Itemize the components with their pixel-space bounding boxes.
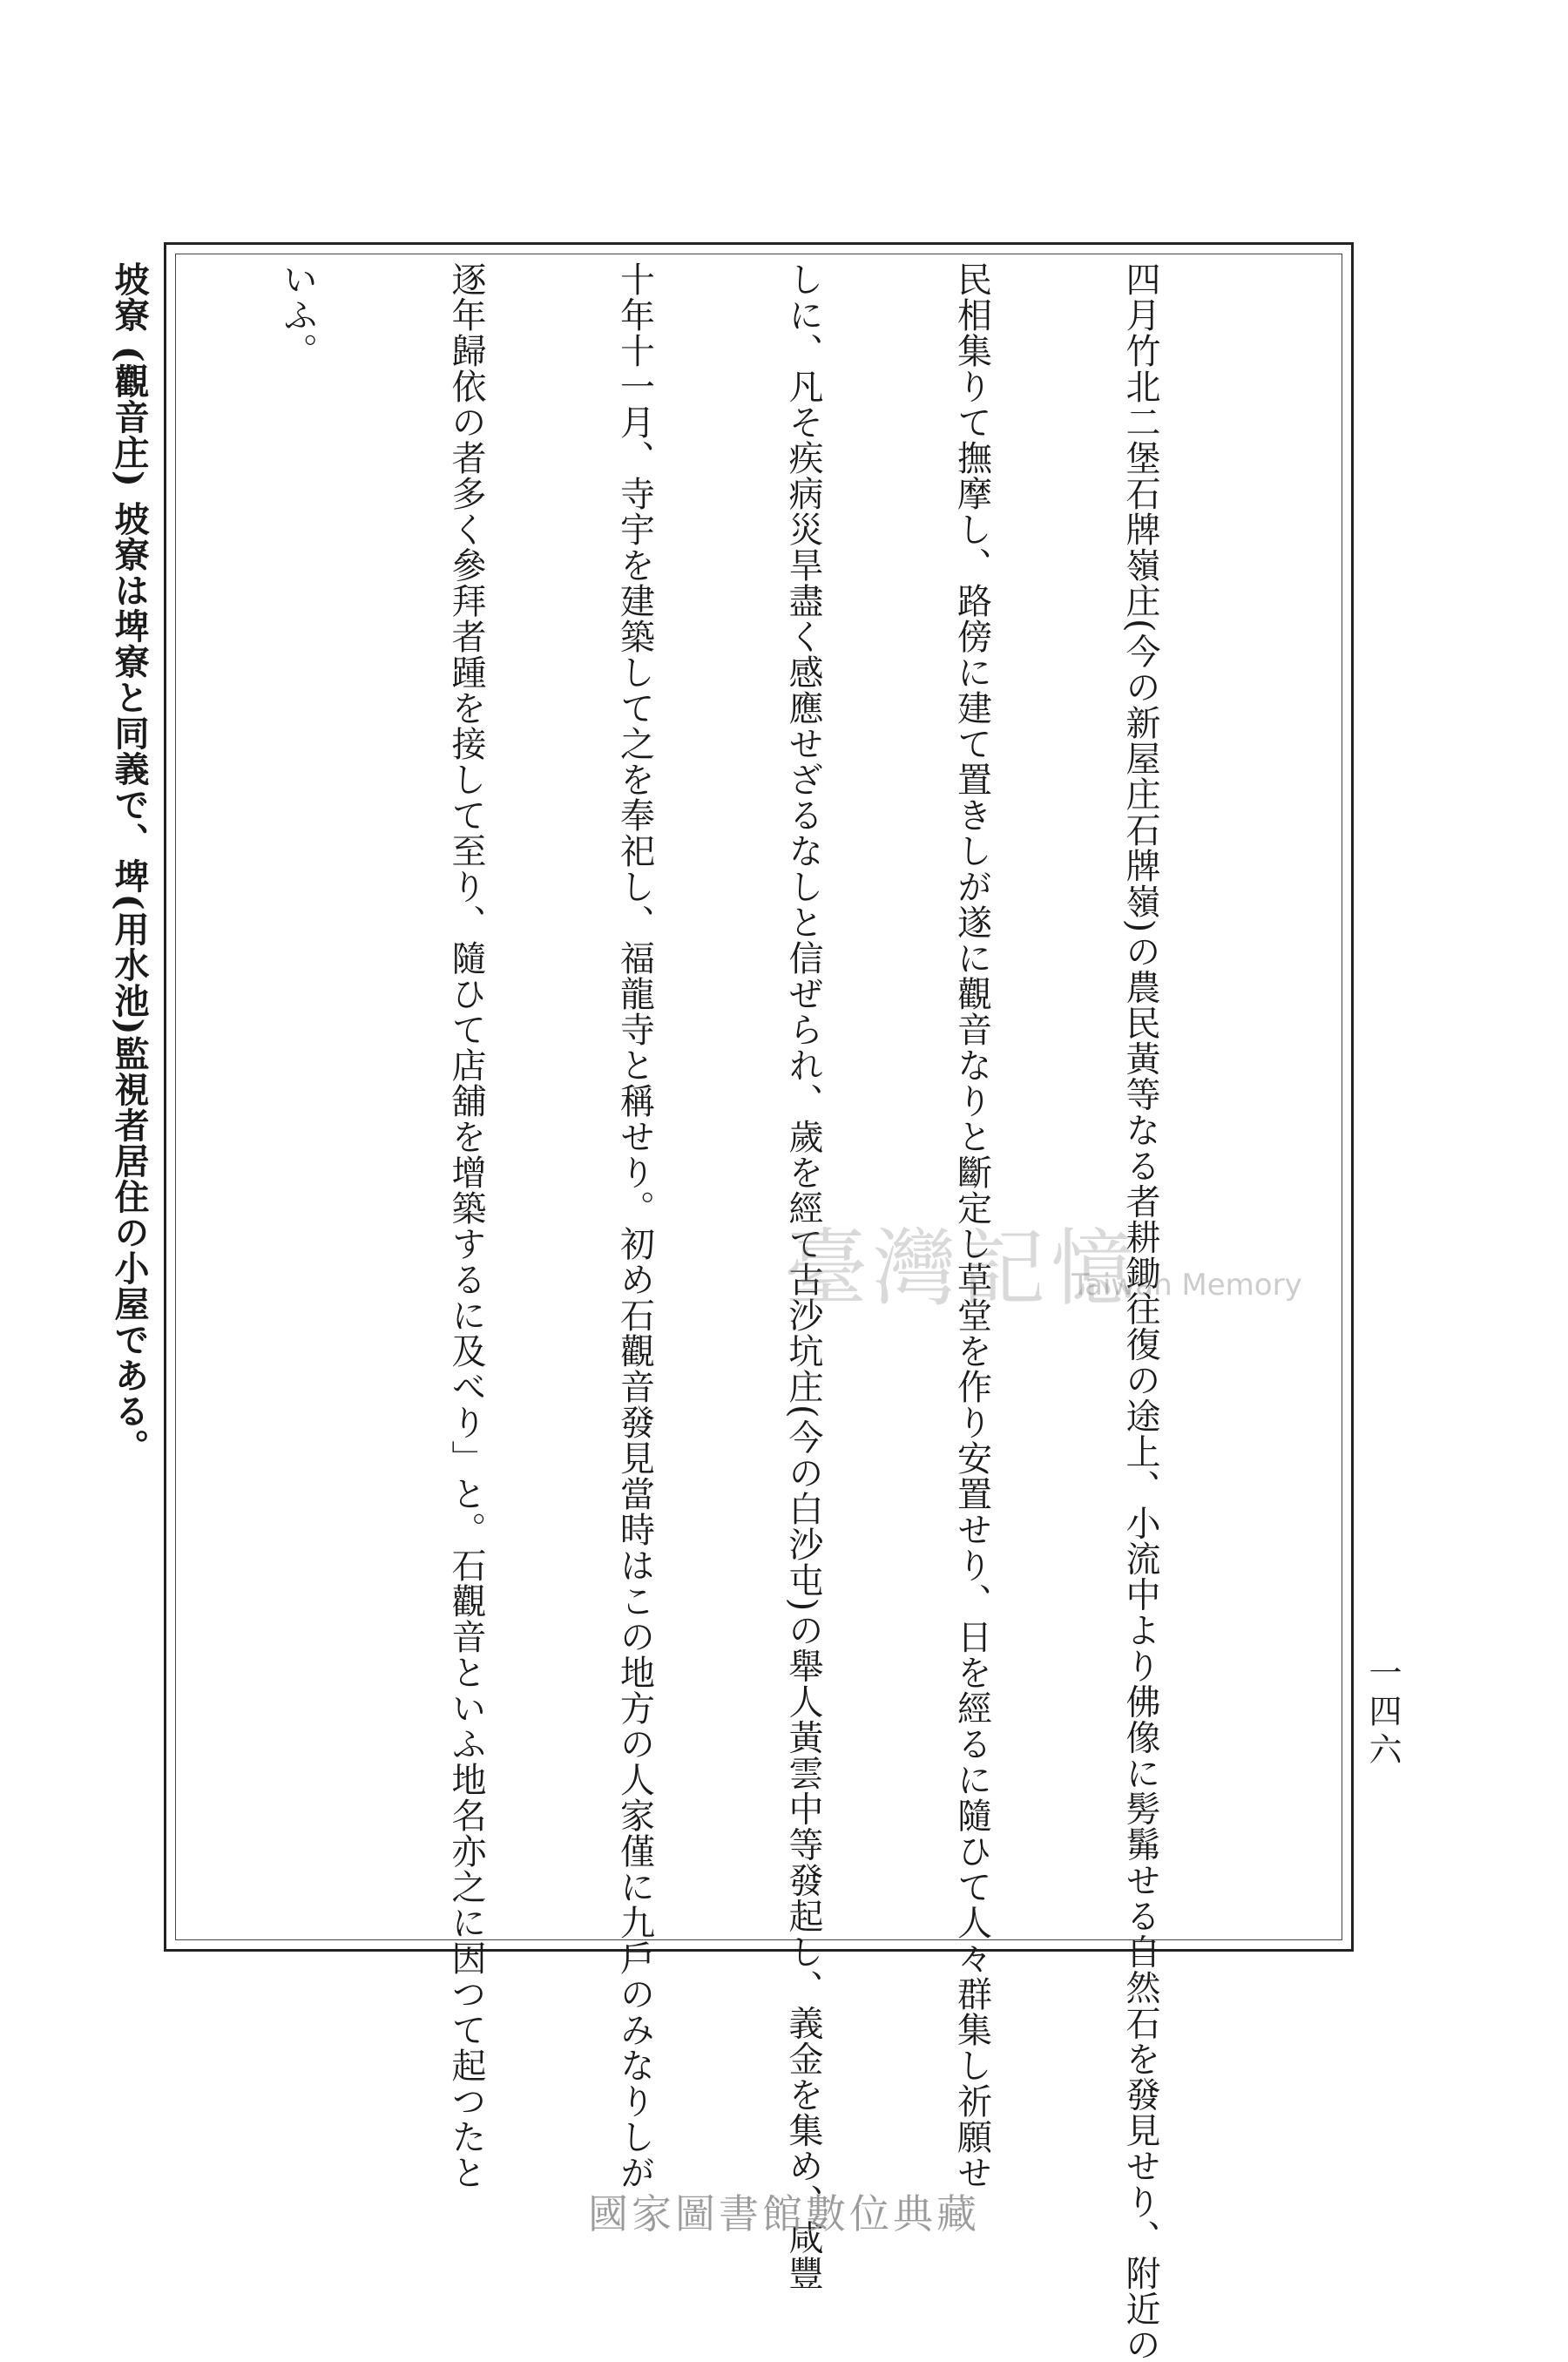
page-number: 一四六 [1363,1655,1402,1770]
entry-line-pozao: 坡寮 (觀音庄) 坡寮は埤寮と同義で、埤(用水池)監視者居住の小屋である。 [109,261,150,1465]
watermark-subtitle: Taiwan Memory [1071,1268,1302,1303]
text-line: 十年十一月、寺宇を建築して之を奉祀し、福龍寺と稱せり。初め石觀音發見當時はこの地方の人家僅に九戶のみなりしが [614,261,655,2190]
text-line: いふ。 [277,261,318,369]
text-line: しに、凡そ疾病災旱盡く感應せざるなしと信ぜられ、歲を經て古沙坑庄(今の白沙屯)の舉人黃雲中等發起し、義金を集め、咸豐 [783,261,823,2291]
text-line: 逐年歸依の者多く參拜者踵を接して至り、隨ひて店舖を增築するに及べり」と。石觀音といふ地名亦之に因つて起つたと [446,261,486,2190]
text-line: 四月竹北二堡石牌嶺庄(今の新屋庄石牌嶺)の農民黃等なる者耕鋤往復の途上、小流中より佛像に髣髴せる自然石を發見せり、附近の [1120,261,1160,2362]
footer-credit: 國家圖書館數位典藏 [588,2190,980,2237]
watermark-title: 臺灣記憶 [784,1220,1139,1317]
text-line: 民相集りて撫摩し、路傍に建て置きしが遂に觀音なりと斷定し草堂を作り安置せり、日を經るに隨ひて人々群集し祈願せ [951,261,992,2190]
